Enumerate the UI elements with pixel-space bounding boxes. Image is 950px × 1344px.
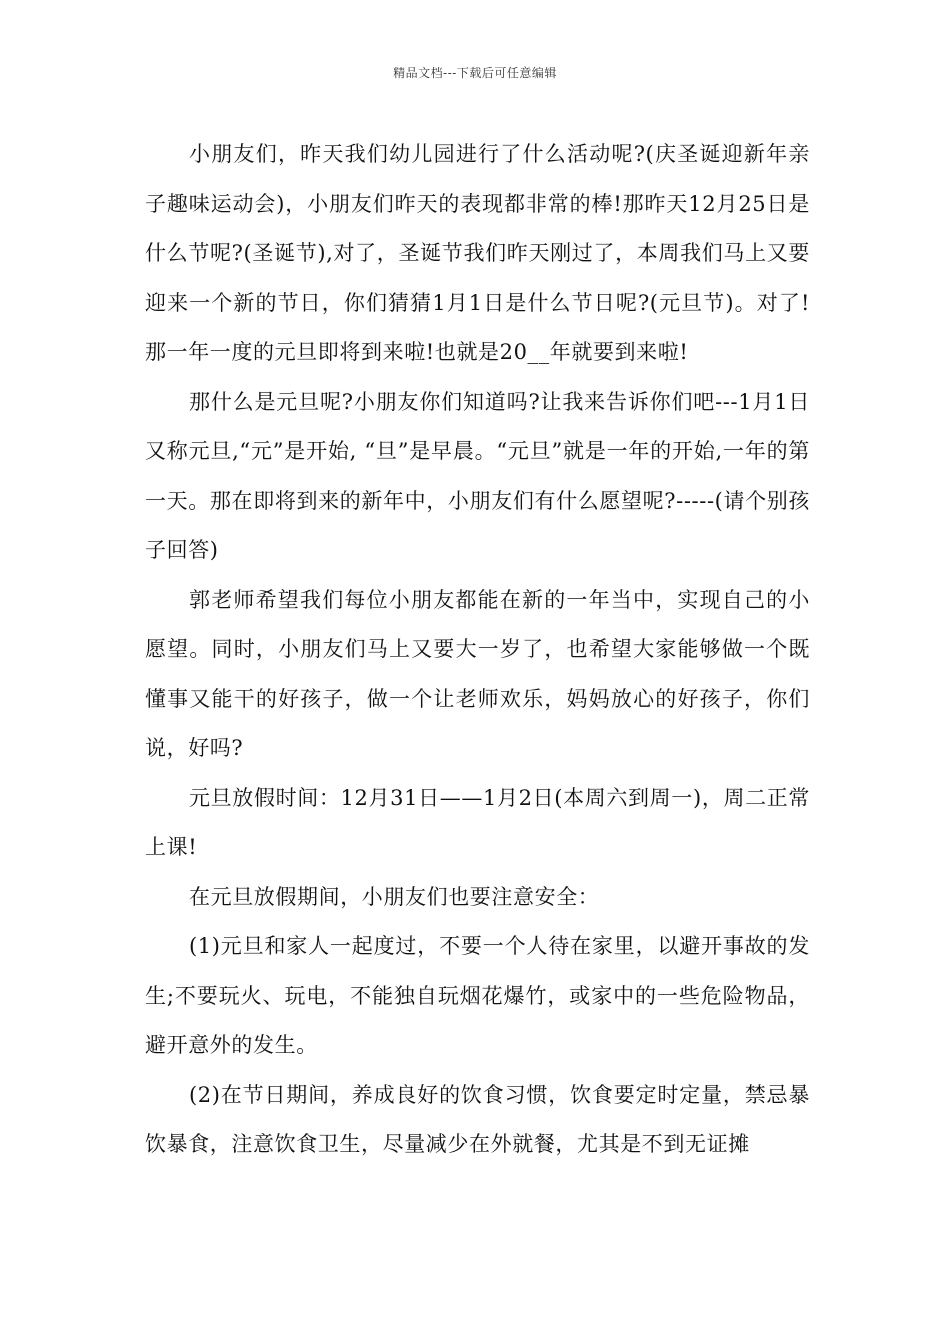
paragraph-teacher-wishes: 郭老师希望我们每位小朋友都能在新的一年当中，实现自己的小愿望。同时，小朋友们马上又要大一岁了，也希望大家能够做一个既懂事又能干的好孩子，做一个让老师欢乐，妈妈放心的好孩子，你们说，好吗?: [145, 587, 810, 760]
document-body: [145, 130, 810, 1170]
paragraph-safety-intro: 在元旦放假期间，小朋友们也要注意安全：: [189, 884, 600, 909]
paragraph-what-is-new-year: 那什么是元旦呢?小朋友你们知道吗?让我来告诉你们吧---1月1日又称元旦,“元”是开始, “旦”是早晨。“元旦”就是一年的开始,一年的第一天。那在即将到来的新年中，小朋友们有什么愿望呢?-----(请个别孩子回答): [145, 389, 810, 562]
paragraph-new-year-intro: 小朋友们，昨天我们幼儿园进行了什么活动呢?(庆圣诞迎新年亲子趣味运动会)，小朋友们昨天的表现都非常的棒!那昨天12月25日是什么节呢?(圣诞节),对了，圣诞节我们昨天刚过了，本周我们马上又要迎来一个新的节日，你们猜猜1月1日是什么节日呢?(元旦节)。对了!那一年一度的元旦即将到来啦!也就是20__年就要到来啦!: [145, 142, 810, 364]
paragraph-safety-item-2: (2)在节日期间，养成良好的饮食习惯，饮食要定时定量，禁忌暴饮暴食，注意饮食卫生，尽量减少在外就餐，尤其是不到无证摊: [145, 1082, 810, 1156]
page-header: 精品文档---下载后可任意编辑: [393, 66, 557, 80]
paragraph-holiday-schedule: 元旦放假时间：12月31日——1月2日(本周六到周一)，周二正常上课!: [145, 785, 810, 859]
paragraph-safety-item-1: (1)元旦和家人一起度过，不要一个人待在家里，以避开事故的发生;不要玩火、玩电，不能独自玩烟花爆竹，或家中的一些危险物品，避开意外的发生。: [145, 934, 810, 1057]
